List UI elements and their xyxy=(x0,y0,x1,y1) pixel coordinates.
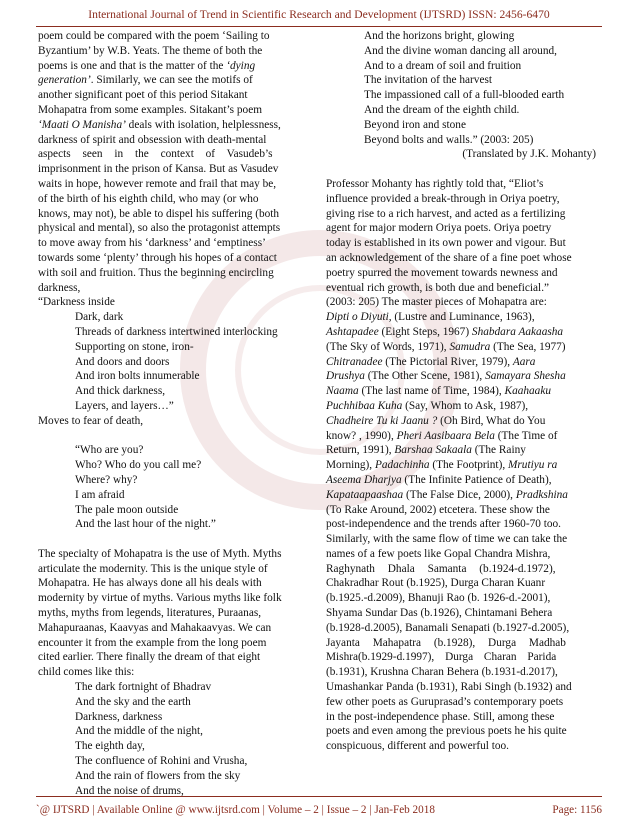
work-title: Naama xyxy=(326,385,359,398)
verse-line: And doors and doors xyxy=(75,355,170,368)
work-title: Aara xyxy=(512,355,536,368)
text-line: Chakradhar Rout (b.1925), Durga Charan Kuanr xyxy=(326,577,546,590)
text-line: Aseema Dharjya (The Infinite Patience of Death), xyxy=(326,473,552,486)
text-line: ‘Maati O Manisha’ deals with isolation, helplessness, xyxy=(38,118,281,131)
text-line: giving rise to a rich harvest, and acted as a fertilizing xyxy=(326,207,566,220)
text-line: Chadheire Tu ki Jaanu ? (Oh Bird, What do You xyxy=(326,414,546,427)
verse-line: I am afraid xyxy=(75,488,125,501)
footer-info: `@ IJTSRD | Available Online @ www.ijtsrd.com | Volume – 2 | Issue – 2 | Jan-Feb 2018 xyxy=(36,804,435,816)
text-line: darkness, xyxy=(38,281,81,294)
text-line: The specialty of Mohapatra is the use of Myth. Myths xyxy=(38,547,282,560)
verse-line: And the noise of drums, xyxy=(75,784,184,797)
verse-line: And the middle of the night, xyxy=(75,725,204,738)
text-line: Chitranadee (The Pictorial River, 1979), Aara xyxy=(326,355,536,368)
text-line: poem could be compared with the poem ‘Sailing to xyxy=(38,30,270,42)
text-line: post-independence and the trends after 1960-70 too. xyxy=(326,518,561,531)
text-line: (b.1928-d.2005), Banamali Senapati (b.1927-d.2005), xyxy=(326,621,570,634)
verse-line: “Who are you? xyxy=(75,444,144,457)
work-title: Shabdara Aakaasha xyxy=(471,325,564,338)
text-line: physical and mental), so also the protagonist attempts xyxy=(38,222,281,235)
text-line: another significant poet of this period Sitakant xyxy=(38,89,248,102)
page-footer xyxy=(36,804,602,816)
poem-excerpt-3 xyxy=(38,680,312,798)
text-line: Mohapatra from some examples. Sitakant’s poem xyxy=(38,103,263,116)
verse-line: And to a dream of soil and fruition xyxy=(364,59,522,72)
right-column xyxy=(326,29,602,754)
verse-line: And the dream of the eighth child. xyxy=(364,103,520,116)
verse-line: And thick darkness, xyxy=(75,385,166,398)
work-title: Kapataapaashaa xyxy=(326,488,404,501)
text-line: Mohapatra. He has always done all his deals with xyxy=(38,577,262,590)
text-line: agent for major modern Oriya poets. Oriya poetry xyxy=(326,222,552,235)
work-title: Samudra xyxy=(449,340,491,353)
text-line: Raghynath Dhala Samanta (b.1924-d.1972), xyxy=(326,562,556,575)
text-line: with soil and fruition. Thus the beginning encircling xyxy=(38,266,274,279)
verse-line: And the sky and the earth xyxy=(75,695,191,708)
work-title: Dipti o Diyuti, xyxy=(326,311,392,324)
text-line: an acknowledgement of the share of a fine poet whose xyxy=(326,251,572,264)
poem-title: ‘Maati O Manisha’ xyxy=(38,118,126,131)
translator-credit: (Translated by J.K. Mohanty) xyxy=(462,148,596,161)
work-title: Puchhibaa Kuha xyxy=(326,399,403,412)
text-line: poets and even among the previous poets he his quite xyxy=(326,725,567,738)
text-line: Naama (The last name of Time, 1984), Kaahaaku xyxy=(326,385,551,398)
work-title: Drushya xyxy=(326,370,365,383)
verse-line: The impassioned call of a full-blooded earth xyxy=(364,89,565,102)
text-line: Mishra(b.1929-d.1997), Durga Charan Parida xyxy=(326,651,557,664)
verse-line: Threads of darkness intertwined interlocking xyxy=(75,325,278,338)
header-divider xyxy=(36,26,602,27)
work-title: Mrutiyu ra xyxy=(508,459,558,472)
verse-line: Beyond iron and stone xyxy=(364,118,466,131)
text-line: child comes like this: xyxy=(38,666,135,679)
work-title: Samayara Shesha xyxy=(485,370,566,383)
text-line: of the birth of his eighth child, who may (or who xyxy=(38,192,259,205)
work-title: Aseema Dharjya xyxy=(326,473,402,486)
text-line: Professor Mohanty has rightly told that, “Eliot’s xyxy=(326,177,544,190)
verse-line: And the last hour of the night.” xyxy=(75,518,216,531)
verse-line: Who? Who do you call me? xyxy=(75,459,202,472)
text-line: Ashtapadee (Eight Steps, 1967) Shabdara Aakaasha xyxy=(326,325,564,338)
work-title: Barshaa Sakaala xyxy=(394,444,472,457)
verse-line: The confluence of Rohini and Vrusha, xyxy=(75,755,248,768)
text-line: (The Sky of Words, 1971), Samudra (The Sea, 1977) xyxy=(326,340,566,353)
text-line: aspects seen in the context of Vasudeb’s xyxy=(38,148,273,161)
text-line: know? , 1990), Pheri Aasibaara Bela (The Time of xyxy=(326,429,558,442)
verse-line: The pale moon outside xyxy=(75,503,179,516)
works-list xyxy=(326,310,602,517)
text-line: darkness of spirit and obsession with death-mental xyxy=(38,133,267,146)
verse-line: The eighth day, xyxy=(75,740,145,753)
italic-phrase: generation’ xyxy=(38,74,91,87)
text-line: articulate the modernity. This is the unique style of xyxy=(38,562,268,575)
text-line: Kapataapaashaa (The False Dice, 2000), Pradkshina xyxy=(326,488,568,501)
verse-line: Darkness, darkness xyxy=(75,710,163,723)
work-title: Chitranadee xyxy=(326,355,383,368)
text-line: poems is one and that is the matter of the ‘dying xyxy=(38,59,256,72)
poem-excerpt-2 xyxy=(38,443,312,532)
text-line: Umashankar Panda (b.1931), Rabi Singh (b.1932) and xyxy=(326,681,572,694)
footer-divider xyxy=(36,796,602,797)
left-paragraph-2 xyxy=(38,547,312,680)
work-title: Ashtapadee xyxy=(326,325,379,338)
text-line: Similarly, with the same flow of time we can take the xyxy=(326,533,568,546)
verse-line: And iron bolts innumerable xyxy=(75,370,200,383)
text-line: knows, may not), be able to dispel his suffering (both xyxy=(38,207,280,220)
work-title: Kaahaaku xyxy=(504,385,551,398)
text-line: to move away from his ‘darkness’ and ‘emptiness’ xyxy=(38,237,266,250)
left-paragraph-1 xyxy=(38,29,312,295)
verse-line: And the horizons bright, glowing xyxy=(364,30,515,42)
text-line: myths, myths from legends, literatures, Puraanas, xyxy=(38,607,262,620)
verse-line: The dark fortnight of Bhadrav xyxy=(75,681,212,694)
text-line: Return, 1991), Barshaa Sakaala (The Rainy xyxy=(326,444,526,457)
verse-line: And the divine woman dancing all around, xyxy=(364,44,557,57)
text-line: Drushya (The Other Scene, 1981), Samayara Shesha xyxy=(326,370,566,383)
verse-line: Where? why? xyxy=(75,473,138,486)
text-line: modernity by virtue of myths. Various myths like folk xyxy=(38,592,282,605)
text-line: encounter it from the example from the long poem xyxy=(38,636,267,649)
work-title: Chadheire Tu ki Jaanu ? xyxy=(326,414,438,427)
poem-excerpt-1 xyxy=(38,310,312,414)
journal-header: International Journal of Trend in Scientific Research and Development (IJTSRD) ISSN: 2456-6470 xyxy=(88,8,550,21)
text-line: towards some ‘plenty’ through his hopes of a contact xyxy=(38,251,277,264)
work-title: Pheri Aasibaara Bela xyxy=(396,429,495,442)
text-line: few other poets as Guruprasad’s contemporary poets xyxy=(326,695,564,708)
right-paragraph-2 xyxy=(326,517,602,754)
text-line: eventual rich growth, is both due and beneficial.” xyxy=(326,281,550,294)
text-line: Byzantium’ by W.B. Yeats. The theme of both the xyxy=(38,44,263,57)
text-line: conspicuous, different and powerful too. xyxy=(326,740,510,753)
text-line: today is established in its own power and vigour. But xyxy=(326,237,566,250)
text-line: Puchhibaa Kuha (Say, Whom to Ask, 1987), xyxy=(326,399,529,412)
quote-line: “Darkness inside xyxy=(38,296,115,309)
text-line: Mahapuraanas, Kaavyas and Mahakaavyas. We can xyxy=(38,621,272,634)
text-line: (b.1925.-d.2009), Bhanuji Rao (b. 1926-d.-2001), xyxy=(326,592,551,605)
italic-phrase: ‘dying xyxy=(226,59,256,72)
text-line: Dipti o Diyuti, (Lustre and Luminance, 1963), xyxy=(326,311,535,324)
verse-line: Supporting on stone, iron- xyxy=(75,340,194,353)
text-line: generation’. Similarly, we can see the motifs of xyxy=(38,74,253,87)
text-line: poetry spurred the movement towards newness and xyxy=(326,266,558,279)
verse-line: Dark, dark xyxy=(75,311,124,324)
text-line: imprisonment in the prison of Kansa. But as Vasudev xyxy=(38,163,279,176)
poem-excerpt-4 xyxy=(326,29,602,147)
verse-line: Layers, and layers…” xyxy=(75,399,174,412)
text-line: Moves to fear of death, xyxy=(38,414,144,427)
page-number: Page: 1156 xyxy=(552,804,602,816)
text-line: cited earlier. There finally the dream of that eight xyxy=(38,651,261,664)
text-line: Jayanta Mahapatra (b.1928), Durga Madhab xyxy=(326,636,566,649)
text-line: (2003: 205) The master pieces of Mohapatra are: xyxy=(326,296,547,309)
text-line: Shyama Sundar Das (b.1926), Chintamani Behera xyxy=(326,607,553,620)
verse-line: The invitation of the harvest xyxy=(364,74,492,87)
left-column xyxy=(38,29,312,798)
work-title: Padachinha xyxy=(374,459,430,472)
text-line: (To Rake Around, 2002) etcetera. These show the xyxy=(326,503,550,516)
verse-line: Beyond bolts and walls.” (2003: 205) xyxy=(364,133,534,146)
work-title: Pradkshina xyxy=(515,488,568,501)
text-line: Morning), Padachinha (The Footprint), Mrutiyu ra xyxy=(326,459,558,472)
text-line: (b.1931), Krushna Charan Behera (b.1931-d.2017), xyxy=(326,666,558,679)
text-line: names of a few poets like Gopal Chandra Mishra, xyxy=(326,547,551,560)
verse-line: And the rain of flowers from the sky xyxy=(75,769,241,782)
text-line: influence provided a break-through in Oriya poetry, xyxy=(326,192,560,205)
text-line: in the post-independence phase. Still, among these xyxy=(326,710,555,723)
text-line: waits in hope, however remote and frail that may be, xyxy=(38,177,277,190)
right-paragraph-1 xyxy=(326,177,602,310)
